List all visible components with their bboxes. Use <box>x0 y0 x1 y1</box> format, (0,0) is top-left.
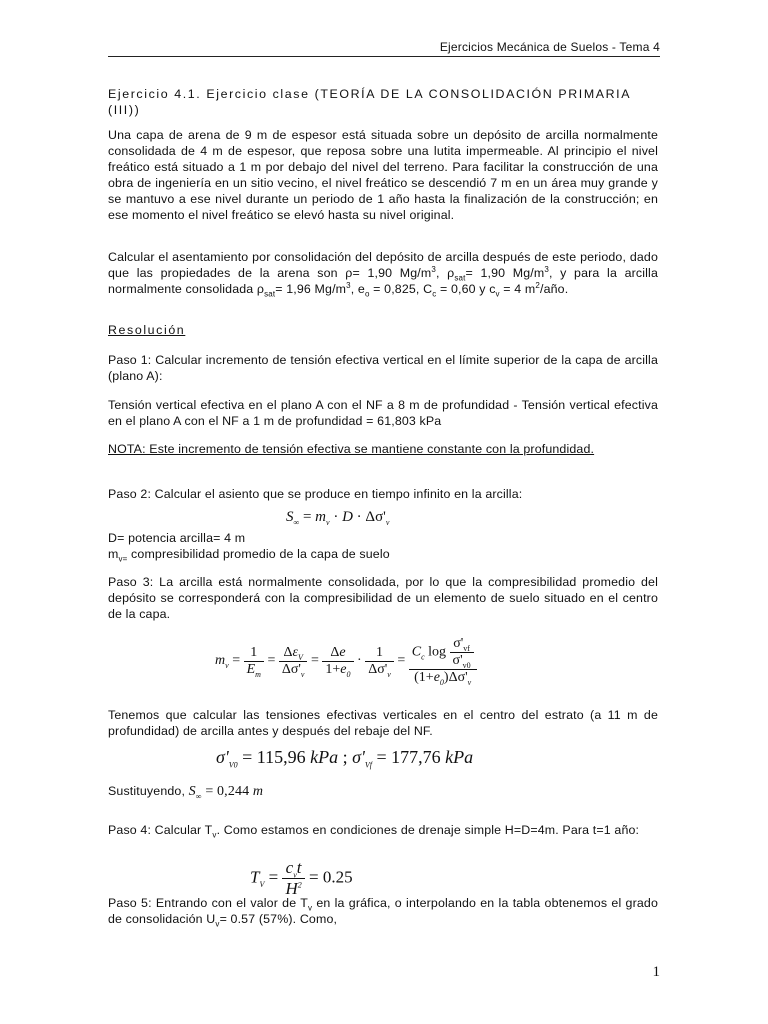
nota-text: NOTA: Este incremento de tensión efectiva se mantiene constante con la profundidad. <box>108 442 595 456</box>
page-number: 1 <box>652 964 660 980</box>
paso1-result-text: Tensión vertical efectiva en el plano A con el NF a 8 m de profundidad - Tensión vertical efectiva en el plano A con el NF a 1 m de profundidad = 61,803 kPa <box>108 398 658 428</box>
paso5-text: Paso 5: Entrando con el valor de $T_v$ en la gráfica, o interpolando en la tabla obtenemos el grado de consolidación $U_v= 0.57$ (57%). Como, <box>108 896 658 929</box>
definition-d: D= potencia arcilla= 4 m <box>108 531 246 545</box>
paso1-text: Paso 1: Calcular incremento de tensión efectiva vertical en el límite superior de la capa de arcilla (plano A): <box>108 353 658 383</box>
exercise-intro-paragraph: Una capa de arena de 9 m de espesor está situada sobre un depósito de arcilla normalmente consolidada de 4 m de espesor, que reposa sobre una lutita impermeable. Al principio el nivel freático está situado a 1 m por debajo del nivel del terreno. Para facilitar la construcción de una obra de ingeniería en un sitio vecino, el nivel freático se descendió 7 m en un área muy grande y se mantuvo a ese nivel durante un periodo de 1 año hasta la finalización de la construcción; en ese momento el nivel freático se elevó hasta su nivel original. <box>108 128 658 222</box>
compressibility-formula: $m_v$ = $\frac{1}{E_m}$ = $\frac{\Delta\varepsilon_V}{\Delta\sigma'_v}$ = $\frac{\Delta e}{1+e_0}$ · $\frac{1}{\Delta\sigma'_v}$ = $C_c$ log $\frac{\sigma'_{vf}}{\sigma'_{v0}}$ $(1+e_0)\Delta\sigma'_v$ <box>215 636 477 686</box>
exercise-title: Ejercicio 4.1. Ejercicio clase (TEORÍA DE LA CONSOLIDACIÓN PRIMARIA (III)) <box>108 87 631 117</box>
tensions-text: Tenemos que calcular las tensiones efectivas verticales en el centro del estrato (a 11 m de profundidad) de arcilla antes y después del rebaje del NF. <box>108 708 658 738</box>
definition-mv: $m_{v=}$ compresibilidad promedio de la capa de suelo <box>108 547 390 564</box>
paso3-text: Paso 3: La arcilla está normalmente consolidada, por lo que la compresibilidad promedio del depósito se corresponderá con la compresibilidad de un elemento de suelo situado en el centro de la capa. <box>108 575 658 621</box>
paso4-text: Paso 4: Calcular $T_v$. Como estamos en condiciones de drenaje simple H=D=4m. Para t=1 año: <box>108 823 640 840</box>
settlement-formula: $S_\infty = m_v \cdot D \cdot \Delta\sigma'_v$ <box>286 509 390 527</box>
resolution-heading: Resolución <box>108 323 186 337</box>
time-factor-formula: $T_V$ = $\frac{c_vt}{H^2}$ = 0.25 <box>250 858 353 898</box>
exercise-question-paragraph: Calcular el asentamiento por consolidación del depósito de arcilla después de este periodo, dado que las propiedades de la arena son ρ= 1,90 $Mg/m^3$, $\rho_{sat}= 1,90$ $Mg/m^3$, y para la arcilla normalmente consolidada $\rho_{sat}= 1,96$ $Mg/m^3$, $e_o = 0,825$, $C_c = 0,60$ y $c_v = 4$ $m^2$/año. <box>108 250 658 299</box>
effective-stress-values: $\sigma'_{V0} = 115,96$ kPa ; $\sigma'_{Vf} = 177,76$ kPa <box>216 747 474 770</box>
paso2-text: Paso 2: Calcular el asiento que se produce en tiempo infinito en la arcilla: <box>108 487 523 501</box>
substitution-line: Sustituyendo, $S_\infty = 0,244$ m <box>108 784 264 801</box>
page-header: Ejercicios Mecánica de Suelos - Tema 4 <box>439 40 660 54</box>
header-divider <box>108 56 660 57</box>
